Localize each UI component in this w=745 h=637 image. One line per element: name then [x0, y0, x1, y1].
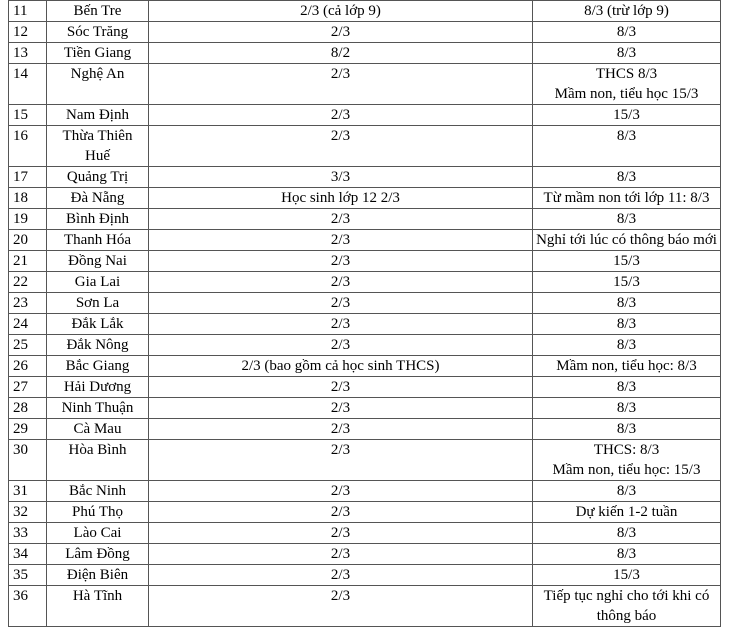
- other-date-cell: [533, 272, 721, 293]
- cell-text: 34: [13, 546, 28, 562]
- table-row: [9, 126, 721, 167]
- cell-text: 8/3: [616, 45, 637, 61]
- cell-text: 2/3: [330, 567, 351, 583]
- other-date-cell: [533, 419, 721, 440]
- cell-text: 2/3 (bao gồm cả học sinh THCS): [241, 358, 440, 374]
- row-number-cell: [9, 22, 47, 43]
- cell-text: Hòa Bình: [68, 442, 127, 458]
- cell-text: Lâm Đồng: [65, 546, 130, 562]
- row-number-cell: [9, 481, 47, 502]
- other-date-cell: [533, 314, 721, 335]
- row-number-cell: [9, 43, 47, 64]
- province-cell: [47, 22, 149, 43]
- other-date-cell: [533, 251, 721, 272]
- province-cell: [47, 586, 149, 627]
- cell-text: 2/3: [330, 588, 351, 604]
- cell-text: 8/3: [616, 525, 637, 541]
- cell-text: 25: [13, 337, 28, 353]
- cell-text: 30: [13, 442, 28, 458]
- cell-text: 2/3 (cả lớp 9): [300, 3, 381, 19]
- cell-text: 2/3: [330, 525, 351, 541]
- return-date-cell: [149, 523, 533, 544]
- row-number-cell: [9, 377, 47, 398]
- cell-text: 2/3: [330, 107, 351, 123]
- cell-text: 24: [13, 316, 28, 332]
- cell-text: 8/3 (trừ lớp 9): [584, 3, 669, 19]
- cell-text: Bắc Giang: [65, 358, 130, 374]
- other-date-cell: [533, 167, 721, 188]
- other-date-cell: [533, 356, 721, 377]
- cell-text: 15/3: [613, 107, 640, 123]
- row-number-cell: [9, 105, 47, 126]
- cell-text: 29: [13, 421, 28, 437]
- cell-text: 8/3: [616, 316, 637, 332]
- other-date-cell: [533, 105, 721, 126]
- return-date-cell: [149, 356, 533, 377]
- table-row: [9, 523, 721, 544]
- table-row: [9, 251, 721, 272]
- cell-text: 8/3: [616, 483, 637, 499]
- table-row: [9, 314, 721, 335]
- cell-text: Điện Biên: [66, 567, 129, 583]
- cell-text: 15/3: [613, 274, 640, 290]
- cell-text: Sóc Trăng: [66, 24, 129, 40]
- cell-text: 21: [13, 253, 28, 269]
- return-date-cell: [149, 22, 533, 43]
- cell-text: 8/3: [616, 169, 637, 185]
- table-row: [9, 105, 721, 126]
- cell-text: Lào Cai: [73, 525, 122, 541]
- cell-text: 2/3: [330, 504, 351, 520]
- return-date-cell: [149, 188, 533, 209]
- row-number-cell: [9, 167, 47, 188]
- cell-text: 2/3: [330, 379, 351, 395]
- cell-text: Thừa Thiên: [62, 128, 133, 144]
- province-cell: [47, 419, 149, 440]
- cell-text: 8/3: [616, 211, 637, 227]
- table-row: [9, 586, 721, 627]
- cell-text: 2/3: [330, 253, 351, 269]
- cell-text: Tiền Giang: [63, 45, 132, 61]
- row-number-cell: [9, 188, 47, 209]
- province-cell: [47, 398, 149, 419]
- return-date-cell: [149, 419, 533, 440]
- other-date-cell: [533, 293, 721, 314]
- cell-text: Quảng Trị: [66, 169, 129, 185]
- row-number-cell: [9, 502, 47, 523]
- table-row: [9, 64, 721, 105]
- cell-text: 23: [13, 295, 28, 311]
- other-date-cell: [533, 377, 721, 398]
- province-cell: [47, 377, 149, 398]
- cell-text: 14: [13, 66, 28, 82]
- other-date-cell: [533, 335, 721, 356]
- cell-text: 8/3: [616, 400, 637, 416]
- province-cell: [47, 64, 149, 105]
- cell-text: 20: [13, 232, 28, 248]
- cell-text: THCS 8/3: [595, 66, 658, 82]
- return-date-cell: [149, 440, 533, 481]
- cell-text: Bắc Ninh: [68, 483, 127, 499]
- cell-text: Từ mầm non tới lớp 11: 8/3: [543, 190, 710, 206]
- return-date-cell: [149, 126, 533, 167]
- cell-text: Cà Mau: [73, 421, 122, 437]
- row-number-cell: [9, 293, 47, 314]
- other-date-cell: [533, 440, 721, 481]
- table-row: [9, 481, 721, 502]
- cell-text: 8/3: [616, 295, 637, 311]
- cell-text: 19: [13, 211, 28, 227]
- cell-text: 8/3: [616, 421, 637, 437]
- other-date-cell: [533, 209, 721, 230]
- cell-text: 2/3: [330, 295, 351, 311]
- province-cell: [47, 105, 149, 126]
- row-number-cell: [9, 64, 47, 105]
- return-date-cell: [149, 502, 533, 523]
- cell-text: Đà Nẵng: [70, 190, 125, 206]
- cell-text: Ninh Thuận: [61, 400, 134, 416]
- return-date-cell: [149, 544, 533, 565]
- province-cell: [47, 502, 149, 523]
- cell-text: Nghỉ tới lúc có thông báo mới: [536, 232, 717, 248]
- cell-text: 8/3: [616, 546, 637, 562]
- cell-text: 18: [13, 190, 28, 206]
- cell-text: 2/3: [330, 421, 351, 437]
- return-date-cell: [149, 565, 533, 586]
- other-date-cell: [533, 523, 721, 544]
- cell-text: 2/3: [330, 337, 351, 353]
- cell-text: 8/2: [330, 45, 351, 61]
- cell-text: 15: [13, 107, 28, 123]
- row-number-cell: [9, 586, 47, 627]
- other-date-cell: [533, 502, 721, 523]
- province-cell: [47, 356, 149, 377]
- province-cell: [47, 251, 149, 272]
- cell-text: Thanh Hóa: [63, 232, 132, 248]
- return-date-cell: [149, 167, 533, 188]
- row-number-cell: [9, 272, 47, 293]
- cell-text: Mầm non, tiểu học 15/3: [554, 86, 699, 102]
- cell-text: 2/3: [330, 483, 351, 499]
- table-row: [9, 293, 721, 314]
- cell-text: Bình Định: [66, 211, 129, 227]
- province-cell: [47, 314, 149, 335]
- cell-text: Hải Dương: [63, 379, 132, 395]
- table-row: [9, 209, 721, 230]
- cell-text: THCS: 8/3: [593, 442, 660, 458]
- return-date-cell: [149, 230, 533, 251]
- cell-text: 35: [13, 567, 28, 583]
- other-date-cell: [533, 43, 721, 64]
- cell-text: 2/3: [330, 128, 351, 144]
- cell-text: Mầm non, tiểu học: 8/3: [556, 358, 697, 374]
- table-row: [9, 398, 721, 419]
- row-number-cell: [9, 565, 47, 586]
- return-date-cell: [149, 293, 533, 314]
- cell-text: 2/3: [330, 316, 351, 332]
- row-number-cell: [9, 440, 47, 481]
- cell-text: 31: [13, 483, 28, 499]
- cell-text: 2/3: [330, 546, 351, 562]
- province-cell: [47, 209, 149, 230]
- table-row: [9, 230, 721, 251]
- row-number-cell: [9, 398, 47, 419]
- table-row: [9, 1, 721, 22]
- row-number-cell: [9, 251, 47, 272]
- other-date-cell: [533, 398, 721, 419]
- province-cell: [47, 335, 149, 356]
- return-date-cell: [149, 335, 533, 356]
- row-number-cell: [9, 230, 47, 251]
- province-cell: [47, 544, 149, 565]
- cell-text: 8/3: [616, 128, 637, 144]
- cell-text: Nghệ An: [70, 66, 125, 82]
- table-row: [9, 502, 721, 523]
- cell-text: 36: [13, 588, 28, 604]
- cell-text: 26: [13, 358, 28, 374]
- cell-text: Mầm non, tiểu học: 15/3: [552, 462, 701, 478]
- cell-text: 2/3: [330, 274, 351, 290]
- other-date-cell: [533, 64, 721, 105]
- other-date-cell: [533, 586, 721, 627]
- province-cell: [47, 440, 149, 481]
- cell-text: 2/3: [330, 232, 351, 248]
- return-date-cell: [149, 1, 533, 22]
- table-row: [9, 565, 721, 586]
- cell-text: Đồng Nai: [68, 253, 127, 269]
- table-row: [9, 440, 721, 481]
- row-number-cell: [9, 1, 47, 22]
- other-date-cell: [533, 481, 721, 502]
- cell-text: Đắk Lắk: [71, 316, 124, 332]
- cell-text: 27: [13, 379, 28, 395]
- cell-text: 3/3: [330, 169, 351, 185]
- row-number-cell: [9, 419, 47, 440]
- cell-text: Học sinh lớp 12 2/3: [281, 190, 400, 206]
- cell-text: 8/3: [616, 379, 637, 395]
- province-cell: [47, 481, 149, 502]
- province-cell: [47, 188, 149, 209]
- return-date-cell: [149, 64, 533, 105]
- return-date-cell: [149, 272, 533, 293]
- cell-text: 2/3: [330, 24, 351, 40]
- table-row: [9, 544, 721, 565]
- cell-text: Tiếp tục nghỉ cho tới khi có: [543, 588, 710, 604]
- cell-text: thông báo: [596, 608, 657, 624]
- province-cell: [47, 167, 149, 188]
- cell-text: Hà Tĩnh: [72, 588, 123, 604]
- other-date-cell: [533, 126, 721, 167]
- table-row: [9, 356, 721, 377]
- cell-text: Phú Thọ: [72, 504, 123, 520]
- province-cell: [47, 293, 149, 314]
- cell-text: 2/3: [330, 66, 351, 82]
- table-row: [9, 167, 721, 188]
- row-number-cell: [9, 209, 47, 230]
- province-cell: [47, 272, 149, 293]
- cell-text: 15/3: [613, 567, 640, 583]
- table-row: [9, 188, 721, 209]
- cell-text: Dự kiến 1-2 tuần: [575, 504, 678, 520]
- cell-text: 12: [13, 24, 28, 40]
- other-date-cell: [533, 188, 721, 209]
- return-date-cell: [149, 377, 533, 398]
- cell-text: 2/3: [330, 211, 351, 227]
- cell-text: Bến Tre: [73, 3, 122, 19]
- cell-text: Huế: [85, 148, 110, 164]
- cell-text: 8/3: [616, 337, 637, 353]
- other-date-cell: [533, 565, 721, 586]
- cell-text: 32: [13, 504, 28, 520]
- cell-text: 8/3: [616, 24, 637, 40]
- schedule-table-wrapper: [8, 0, 721, 627]
- province-cell: [47, 1, 149, 22]
- row-number-cell: [9, 335, 47, 356]
- cell-text: 2/3: [330, 442, 351, 458]
- cell-text: 17: [13, 169, 28, 185]
- table-row: [9, 43, 721, 64]
- cell-text: 33: [13, 525, 28, 541]
- table-row: [9, 272, 721, 293]
- province-cell: [47, 523, 149, 544]
- table-row: [9, 419, 721, 440]
- province-cell: [47, 43, 149, 64]
- cell-text: 22: [13, 274, 28, 290]
- return-date-cell: [149, 481, 533, 502]
- return-date-cell: [149, 398, 533, 419]
- return-date-cell: [149, 314, 533, 335]
- return-date-cell: [149, 251, 533, 272]
- row-number-cell: [9, 523, 47, 544]
- province-cell: [47, 126, 149, 167]
- cell-text: 2/3: [330, 400, 351, 416]
- cell-text: 16: [13, 128, 28, 144]
- table-row: [9, 335, 721, 356]
- row-number-cell: [9, 126, 47, 167]
- cell-text: Gia Lai: [74, 274, 121, 290]
- cell-text: 15/3: [613, 253, 640, 269]
- row-number-cell: [9, 544, 47, 565]
- other-date-cell: [533, 1, 721, 22]
- cell-text: 28: [13, 400, 28, 416]
- row-number-cell: [9, 356, 47, 377]
- return-date-cell: [149, 209, 533, 230]
- school-return-table: [8, 0, 721, 627]
- table-row: [9, 22, 721, 43]
- return-date-cell: [149, 586, 533, 627]
- cell-text: Nam Định: [66, 107, 129, 123]
- cell-text: Đắk Nông: [66, 337, 129, 353]
- province-cell: [47, 230, 149, 251]
- cell-text: 11: [13, 3, 28, 19]
- return-date-cell: [149, 105, 533, 126]
- other-date-cell: [533, 22, 721, 43]
- province-cell: [47, 565, 149, 586]
- table-row: [9, 377, 721, 398]
- other-date-cell: [533, 544, 721, 565]
- other-date-cell: [533, 230, 721, 251]
- cell-text: Sơn La: [75, 295, 120, 311]
- return-date-cell: [149, 43, 533, 64]
- cell-text: 13: [13, 45, 28, 61]
- row-number-cell: [9, 314, 47, 335]
